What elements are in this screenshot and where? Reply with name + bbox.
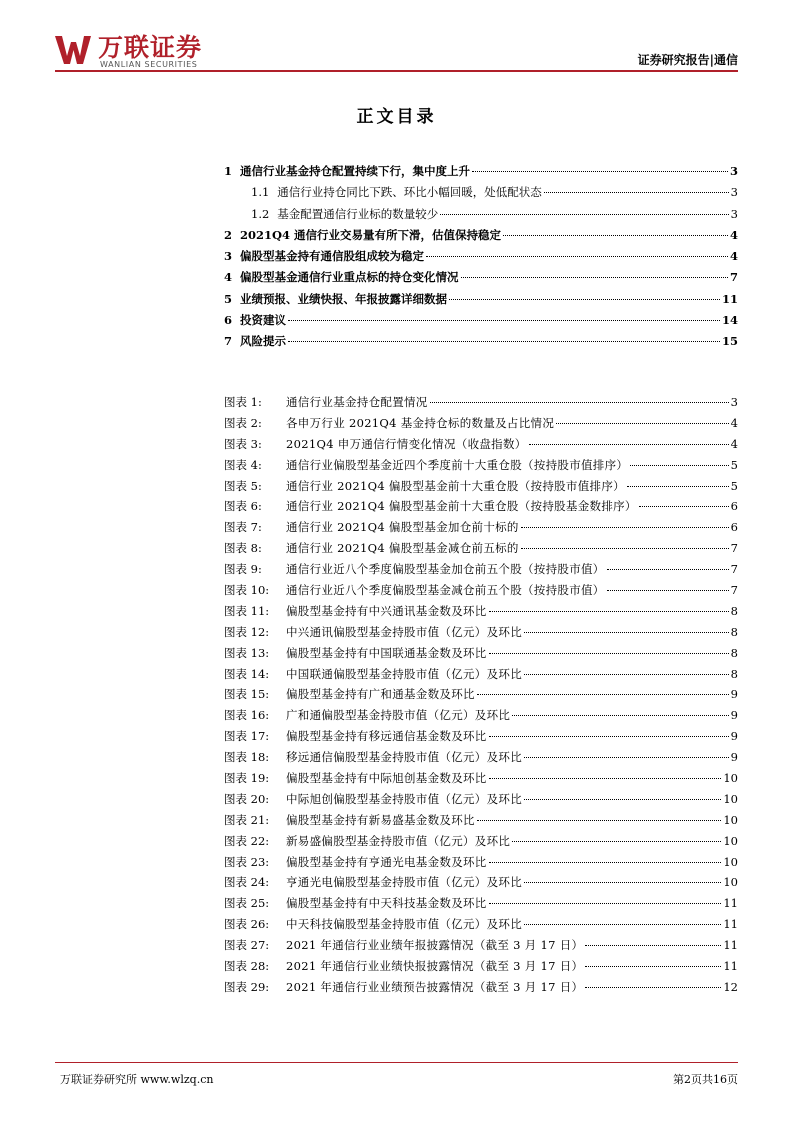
toc-entry[interactable] [224, 312, 738, 333]
toc-entry-page: 4 [729, 249, 738, 264]
figure-entry[interactable] [224, 540, 738, 561]
figure-list [224, 394, 738, 1000]
toc-entry-page: 15 [721, 334, 738, 349]
figure-entry-page: 11 [723, 959, 738, 974]
figure-entry-title: 通信行业 2021Q4 偏股型基金减仓前五标的 [286, 541, 519, 556]
toc-entry-page: 3 [730, 206, 738, 221]
dot-leader [489, 653, 729, 654]
figure-entry-page: 10 [723, 771, 738, 786]
figure-entry-title: 移远通信偏股型基金持股市值（亿元）及环比 [286, 750, 522, 765]
figure-entry-title: 偏股型基金持有新易盛基金数及环比 [286, 812, 475, 827]
footer-divider [55, 1062, 738, 1063]
figure-entry-label: 图表 26: [224, 917, 270, 932]
figure-entry-page: 10 [723, 791, 738, 806]
figure-entry-page: 8 [730, 666, 738, 681]
toc-entry-title: 基金配置通信行业标的数量较少 [277, 206, 439, 221]
figure-entry-label: 图表 8: [224, 541, 262, 556]
figure-entry[interactable] [224, 394, 738, 415]
figure-entry-label: 图表 24: [224, 875, 270, 890]
figure-entry-label: 图表 17: [224, 729, 270, 744]
dot-leader [524, 924, 721, 925]
dot-leader [426, 256, 728, 257]
figure-entry-title: 通信行业 2021Q4 偏股型基金前十大重仓股（按持股基金数排序） [286, 499, 637, 514]
figure-entry[interactable] [224, 457, 738, 478]
figure-entry[interactable] [224, 498, 738, 519]
figure-entry-page: 10 [723, 854, 738, 869]
figure-entry-label: 图表 12: [224, 624, 270, 639]
figure-entry-label: 图表 5: [224, 478, 262, 493]
figure-entry-page: 7 [730, 562, 738, 577]
dot-leader [524, 632, 729, 633]
dot-leader [529, 444, 729, 445]
figure-entry-title: 中际旭创偏股型基金持股市值（亿元）及环比 [286, 791, 522, 806]
figure-entry-page: 7 [730, 583, 738, 598]
figure-entry-label: 图表 14: [224, 666, 270, 681]
toc-entry[interactable] [224, 206, 738, 227]
figure-entry-page: 6 [730, 520, 738, 535]
toc-entry-title: 2021Q4 通信行业交易量有所下滑，估值保持稳定 [240, 227, 502, 242]
toc-entry-page: 3 [730, 185, 738, 200]
figure-entry-label: 图表 22: [224, 833, 270, 848]
dot-leader [449, 299, 720, 300]
logo-chinese-name: 万联证券 [98, 33, 203, 62]
figure-entry-title: 新易盛偏股型基金持股市值（亿元）及环比 [286, 833, 511, 848]
dot-leader [607, 590, 729, 591]
toc-entry-page: 14 [721, 313, 738, 328]
wanlian-logo-icon [55, 36, 91, 64]
figure-entry-label: 图表 23: [224, 854, 270, 869]
figure-entry[interactable] [224, 561, 738, 582]
figure-entry-title: 通信行业偏股型基金近四个季度前十大重仓股（按持股市值排序） [286, 457, 629, 472]
figure-entry-page: 9 [730, 729, 738, 744]
figure-entry-label: 图表 3: [224, 436, 262, 451]
report-type: 证券研究报告|通信 [637, 53, 738, 67]
figure-entry-title: 偏股型基金持有亨通光电基金数及环比 [286, 854, 487, 869]
figure-entry-label: 图表 2: [224, 415, 262, 430]
toc-entry-number: 3 [224, 249, 233, 264]
toc-entry-title: 通信行业持仓同比下跌、环比小幅回暖，处低配状态 [277, 185, 542, 200]
figure-entry[interactable] [224, 436, 738, 457]
figure-entry[interactable] [224, 728, 738, 749]
figure-entry-title: 2021 年通信行业业绩快报披露情况（截至 3 月 17 日） [286, 959, 584, 974]
figure-entry[interactable] [224, 874, 738, 895]
dot-leader [524, 882, 721, 883]
figure-entry[interactable] [224, 937, 738, 958]
toc-entry-number: 4 [224, 270, 233, 285]
figure-entry-label: 图表 19: [224, 771, 270, 786]
figure-entry-label: 图表 13: [224, 645, 270, 660]
figure-entry[interactable] [224, 958, 738, 979]
figure-entry-title: 偏股型基金持有中国联通基金数及环比 [286, 645, 487, 660]
dot-leader [627, 486, 729, 487]
dot-leader [503, 235, 728, 236]
figure-entry-page: 10 [723, 875, 738, 890]
dot-leader [489, 903, 722, 904]
toc-entry-number: 1.1 [251, 185, 270, 200]
figure-entry[interactable] [224, 645, 738, 666]
dot-leader [639, 506, 729, 507]
figure-entry-page: 9 [730, 750, 738, 765]
figure-entry-label: 图表 25: [224, 896, 270, 911]
figure-entry-title: 通信行业基金持仓配置情况 [286, 395, 428, 409]
dot-leader [288, 320, 720, 321]
toc-entry[interactable] [224, 291, 738, 312]
toc-entry-page: 11 [721, 291, 738, 306]
toc-entry-number: 1 [224, 164, 233, 178]
figure-entry-title: 中兴通讯偏股型基金持股市值（亿元）及环比 [286, 624, 522, 639]
dot-leader [524, 799, 721, 800]
figure-entry-title: 2021 年通信行业业绩预告披露情况（截至 3 月 17 日） [286, 979, 584, 994]
figure-entry-page: 6 [730, 499, 738, 514]
toc-entry-title: 偏股型基金通信行业重点标的持仓变化情况 [240, 270, 459, 285]
figure-entry[interactable] [224, 603, 738, 624]
dot-leader [489, 778, 722, 779]
dot-leader [521, 527, 729, 528]
dot-leader [607, 569, 729, 570]
dot-leader [544, 192, 729, 193]
toc-entry-title: 风险提示 [240, 334, 287, 349]
figure-entry-page: 9 [730, 708, 738, 723]
dot-leader [521, 548, 729, 549]
toc-entry[interactable] [224, 333, 738, 354]
toc-entry[interactable] [224, 227, 738, 248]
figure-entry-label: 图表 9: [224, 562, 262, 577]
figure-entry-label: 图表 10: [224, 583, 270, 598]
dot-leader [524, 674, 729, 675]
figure-entry-label: 图表 7: [224, 520, 262, 535]
figure-entry-title: 通信行业近八个季度偏股型基金加仓前五个股（按持股市值） [286, 562, 605, 577]
figure-entry-title: 通信行业 2021Q4 偏股型基金前十大重仓股（按持股市值排序） [286, 478, 625, 493]
figure-entry-label: 图表 1: [224, 395, 262, 409]
dot-leader [461, 277, 728, 278]
figure-entry-page: 5 [730, 457, 738, 472]
figure-entry-title: 偏股型基金持有中兴通讯基金数及环比 [286, 603, 487, 618]
dot-leader [477, 694, 729, 695]
figure-entry-title: 广和通偏股型基金持股市值（亿元）及环比 [286, 708, 511, 723]
dot-leader [472, 171, 728, 172]
dot-leader [585, 945, 721, 946]
figure-entry-title: 中天科技偏股型基金持股市值（亿元）及环比 [286, 917, 522, 932]
dot-leader [489, 736, 729, 737]
table-of-contents [224, 163, 738, 355]
toc-entry-page: 7 [729, 270, 738, 285]
figure-entry-label: 图表 11: [224, 603, 270, 618]
toc-entry-number: 2 [224, 227, 233, 242]
figure-entry[interactable] [224, 791, 738, 812]
toc-entry-page: 3 [729, 164, 738, 178]
dot-leader [512, 841, 721, 842]
figure-entry[interactable] [224, 854, 738, 875]
figure-entry-page: 11 [723, 938, 738, 953]
figure-entry-label: 图表 15: [224, 687, 270, 702]
toc-entry-number: 1.2 [251, 206, 270, 221]
figure-entry-title: 通信行业 2021Q4 偏股型基金加仓前十标的 [286, 520, 519, 535]
logo-english-name: WANLIAN SECURITIES [100, 60, 198, 69]
figure-entry-title: 亨通光电偏股型基金持股市值（亿元）及环比 [286, 875, 522, 890]
figure-entry-page: 3 [730, 395, 738, 409]
figure-entry[interactable] [224, 686, 738, 707]
figure-entry[interactable] [224, 519, 738, 540]
figure-entry-page: 11 [723, 917, 738, 932]
page-header [55, 30, 738, 72]
figure-entry-label: 图表 16: [224, 708, 270, 723]
toc-entry-title: 业绩预报、业绩快报、年报披露详细数据 [240, 291, 448, 306]
figure-entry-title: 中国联通偏股型基金持股市值（亿元）及环比 [286, 666, 522, 681]
figure-entry-label: 图表 29: [224, 979, 270, 994]
figure-entry-label: 图表 18: [224, 750, 270, 765]
toc-entry[interactable] [224, 248, 738, 269]
figure-entry-title: 偏股型基金持有中际旭创基金数及环比 [286, 771, 487, 786]
figure-entry-title: 各申万行业 2021Q4 基金持仓标的数量及占比情况 [286, 415, 555, 430]
dot-leader [489, 611, 729, 612]
figure-entry[interactable] [224, 916, 738, 937]
figure-entry[interactable] [224, 770, 738, 791]
toc-entry[interactable] [224, 163, 738, 184]
dot-leader [512, 715, 728, 716]
figure-entry-label: 图表 6: [224, 499, 262, 514]
figure-entry[interactable] [224, 979, 738, 1000]
figure-entry-page: 10 [723, 833, 738, 848]
figure-entry-title: 2021Q4 申万通信行情变化情况（收盘指数） [286, 436, 527, 451]
dot-leader [430, 402, 729, 403]
toc-entry-title: 偏股型基金持有通信股组成较为稳定 [240, 249, 425, 264]
dot-leader [585, 966, 721, 967]
toc-entry-title: 投资建议 [240, 313, 287, 328]
figure-entry[interactable] [224, 833, 738, 854]
figure-entry-label: 图表 21: [224, 812, 270, 827]
figure-entry-page: 12 [723, 979, 738, 994]
figure-entry-page: 8 [730, 603, 738, 618]
toc-entry[interactable] [224, 184, 738, 205]
figure-entry-label: 图表 4: [224, 457, 262, 472]
figure-entry[interactable] [224, 666, 738, 687]
figure-entry-title: 通信行业近八个季度偏股型基金减仓前五个股（按持股市值） [286, 583, 605, 598]
figure-entry[interactable] [224, 707, 738, 728]
dot-leader [440, 214, 728, 215]
figure-entry-page: 8 [730, 624, 738, 639]
figure-entry[interactable] [224, 895, 738, 916]
dot-leader [630, 465, 728, 466]
toc-entry-page: 4 [729, 227, 738, 242]
figure-entry-title: 偏股型基金持有广和通基金数及环比 [286, 687, 475, 702]
header-divider [55, 70, 738, 72]
figure-entry-label: 图表 20: [224, 791, 270, 806]
figure-entry-label: 图表 28: [224, 959, 270, 974]
figure-entry[interactable] [224, 624, 738, 645]
toc-entry-number: 5 [224, 291, 233, 306]
toc-entry-title: 通信行业基金持仓配置持续下行，集中度上升 [240, 164, 471, 178]
figure-entry-page: 7 [730, 541, 738, 556]
figure-entry[interactable] [224, 749, 738, 770]
dot-leader [489, 862, 722, 863]
figure-entry-page: 8 [730, 645, 738, 660]
footer-publisher: 万联证券研究所 www.wlzq.cn [60, 1073, 214, 1086]
toc-heading: 正文目录 [356, 107, 437, 127]
figure-entry[interactable] [224, 478, 738, 499]
dot-leader [556, 423, 729, 424]
dot-leader [524, 757, 729, 758]
toc-entry-number: 6 [224, 313, 233, 328]
figure-entry-page: 5 [730, 478, 738, 493]
figure-entry-page: 10 [723, 812, 738, 827]
figure-entry-page: 4 [730, 415, 738, 430]
figure-entry[interactable] [224, 582, 738, 603]
dot-leader [288, 341, 720, 342]
dot-leader [585, 987, 721, 988]
toc-entry-number: 7 [224, 334, 233, 349]
figure-entry-title: 偏股型基金持有中天科技基金数及环比 [286, 896, 487, 911]
figure-entry-title: 2021 年通信行业业绩年报披露情况（截至 3 月 17 日） [286, 938, 584, 953]
figure-entry-page: 11 [723, 896, 738, 911]
figure-entry-page: 4 [730, 436, 738, 451]
figure-entry[interactable] [224, 812, 738, 833]
figure-entry-title: 偏股型基金持有移远通信基金数及环比 [286, 729, 487, 744]
figure-entry-page: 9 [730, 687, 738, 702]
toc-entry[interactable] [224, 269, 738, 290]
figure-entry-label: 图表 27: [224, 938, 270, 953]
dot-leader [477, 820, 722, 821]
figure-entry[interactable] [224, 415, 738, 436]
footer-page-number: 第2页共16页 [673, 1073, 738, 1086]
